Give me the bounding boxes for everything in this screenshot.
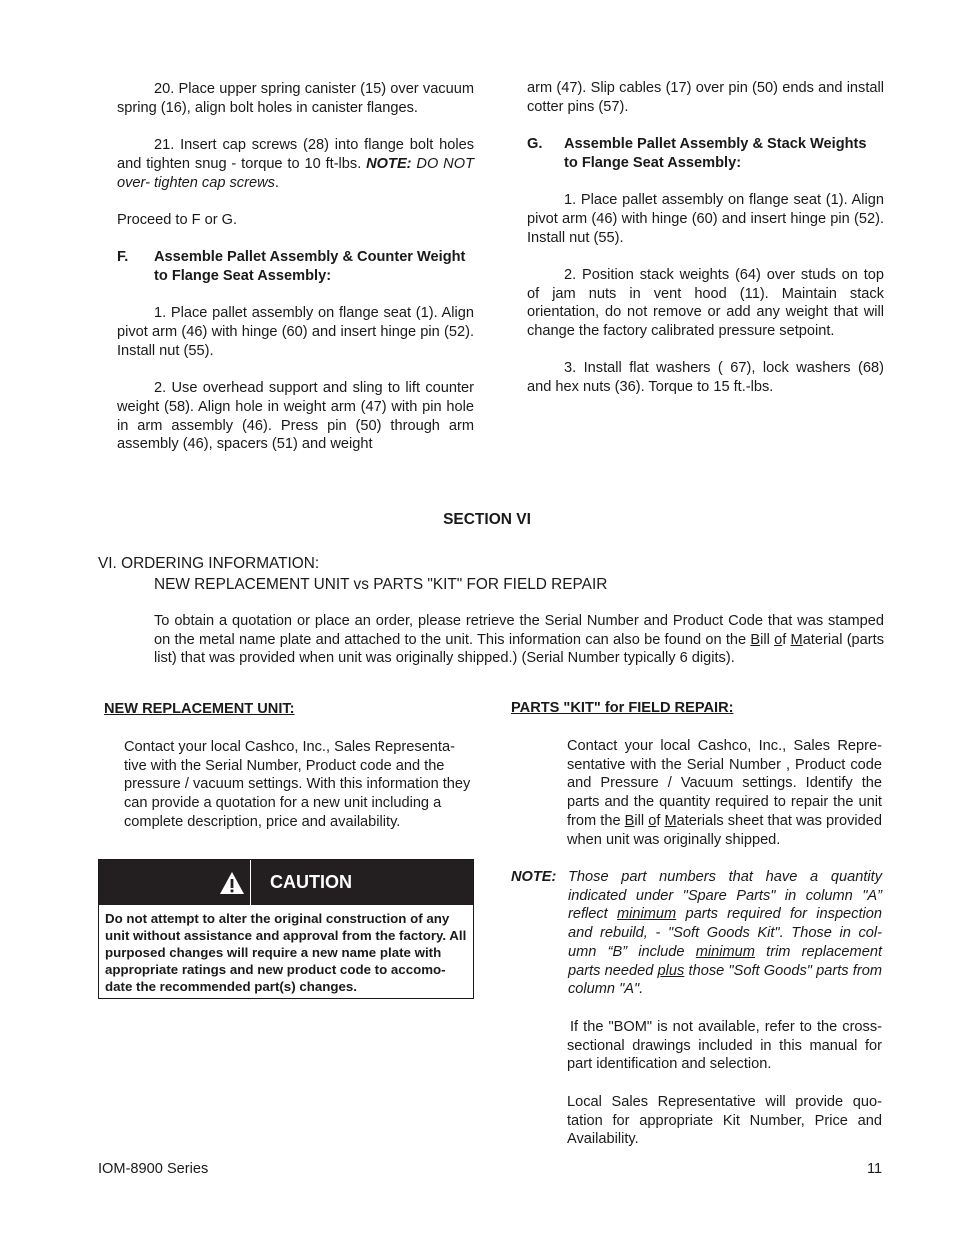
section-f-heading: F. Assemble Pallet Assembly & Counter Weight to Flange Seat Assembly: xyxy=(117,249,466,284)
step-g1: 1. Place pallet assembly on flange seat (1). Align pivot arm (46) with hinge (60) and insert hinge pin (52). Install nut (55). xyxy=(527,192,884,246)
ordering-subheading: NEW REPLACEMENT UNIT vs PARTS "KIT" FOR FIELD REPAIR xyxy=(154,576,608,593)
step-21: 21. Insert cap screws (28) into flange bolt holes and tighten snug - torque to 10 ft-lbs. NOTE: DO NOT over- tighten cap screws. xyxy=(117,137,474,191)
new-unit-heading: NEW REPLACEMENT UNIT: xyxy=(104,701,295,717)
proceed-note: Proceed to F or G. xyxy=(117,211,238,228)
caution-label: CAUTION xyxy=(270,872,352,893)
footer-series: IOM-8900 Series xyxy=(98,1161,209,1177)
bom-text: If the "BOM" is not available, refer to the cross- sectional drawings included in this manual for part identification and selection. xyxy=(567,1019,882,1073)
caution-box xyxy=(98,859,474,999)
step-g2: 2. Position stack weights (64) over studs on top of jam nuts in vent hood (11). Maintain stack orientation, do not remove or add any weight that will change the factory calibrated pressure setpoint. xyxy=(527,266,884,340)
step-f2: 2. Use overhead support and sling to lift counter weight (58). Align hole in weight arm (47) with pin hole in arm assembly (46). Press pin (50) through arm assembly (46), spacers (51) and weight xyxy=(117,380,474,453)
ordering-heading: VI. ORDERING INFORMATION: xyxy=(98,555,320,572)
step-f1: 1. Place pallet assembly on flange seat (1). Align pivot arm (46) with hinge (60) and insert hinge pin (52). Install nut (55). xyxy=(117,305,474,359)
ordering-intro: To obtain a quotation or place an order, please retrieve the Serial Number and Product Code that was stamped on the metal name plate and attached to the unit. This information can also be found on the Bill of Material (parts list) that was provided when unit was originally shipped.) (Serial Number typically 6 digits). xyxy=(154,613,884,667)
new-unit-text: Contact your local Cashco, Inc., Sales Representa- tive with the Serial Number, Product code and the pressure / vacuum settings. With this information they can provide a quotation for a new unit including a complete description, price and availability. xyxy=(124,739,471,830)
local-rep-text: Local Sales Representative will provide quo- tation for appropriate Kit Number, Price and Availability. xyxy=(567,1094,882,1148)
step-g3: 3. Install flat washers ( 67), lock washers (68) and hex nuts (36). Torque to 15 ft.-lbs. xyxy=(527,360,884,396)
caution-header xyxy=(99,860,473,905)
note-text: Those part numbers that have a quantity indicated under "Spare Parts" in column "A” reflect minimum parts required for inspection and rebuild, - "Soft Goods Kit". Those in col- umn “B” include minimum trim replacement parts needed plus those "Soft Goods" parts from column "A". xyxy=(568,869,883,998)
page-number: 11 xyxy=(867,1161,883,1177)
caution-text: Do not attempt to alter the original construction of any unit without assistance and approval from the factory. All purposed changes will require a new name plate with appropriate ratings and new product code to accomo- date the recommended part(s) changes. xyxy=(105,911,467,994)
right-column xyxy=(527,79,884,397)
step-20: 20. Place upper spring canister (15) over vacuum spring (16), align bolt holes in canister flanges. xyxy=(117,81,474,116)
warning-triangle-icon xyxy=(214,860,251,905)
section-title: SECTION VI xyxy=(443,511,531,528)
parts-kit-heading: PARTS "KIT" for FIELD REPAIR: xyxy=(511,700,734,716)
left-column xyxy=(117,80,474,454)
step-f2-continued: arm (47). Slip cables (17) over pin (50) ends and install cotter pins (57). xyxy=(527,80,884,115)
parts-kit-text: Contact your local Cashco, Inc., Sales Repre- sentative with the Serial Number , Product code and Pressure / Vacuum settings. Identify the parts and the quantity required to repair the unit from the Bill of Materials sheet that was provided when unit was originally shipped. xyxy=(567,738,882,848)
section-g-heading: G. Assemble Pallet Assembly & Stack Weights to Flange Seat Assembly: xyxy=(527,136,867,171)
note-label: NOTE: xyxy=(511,869,557,885)
